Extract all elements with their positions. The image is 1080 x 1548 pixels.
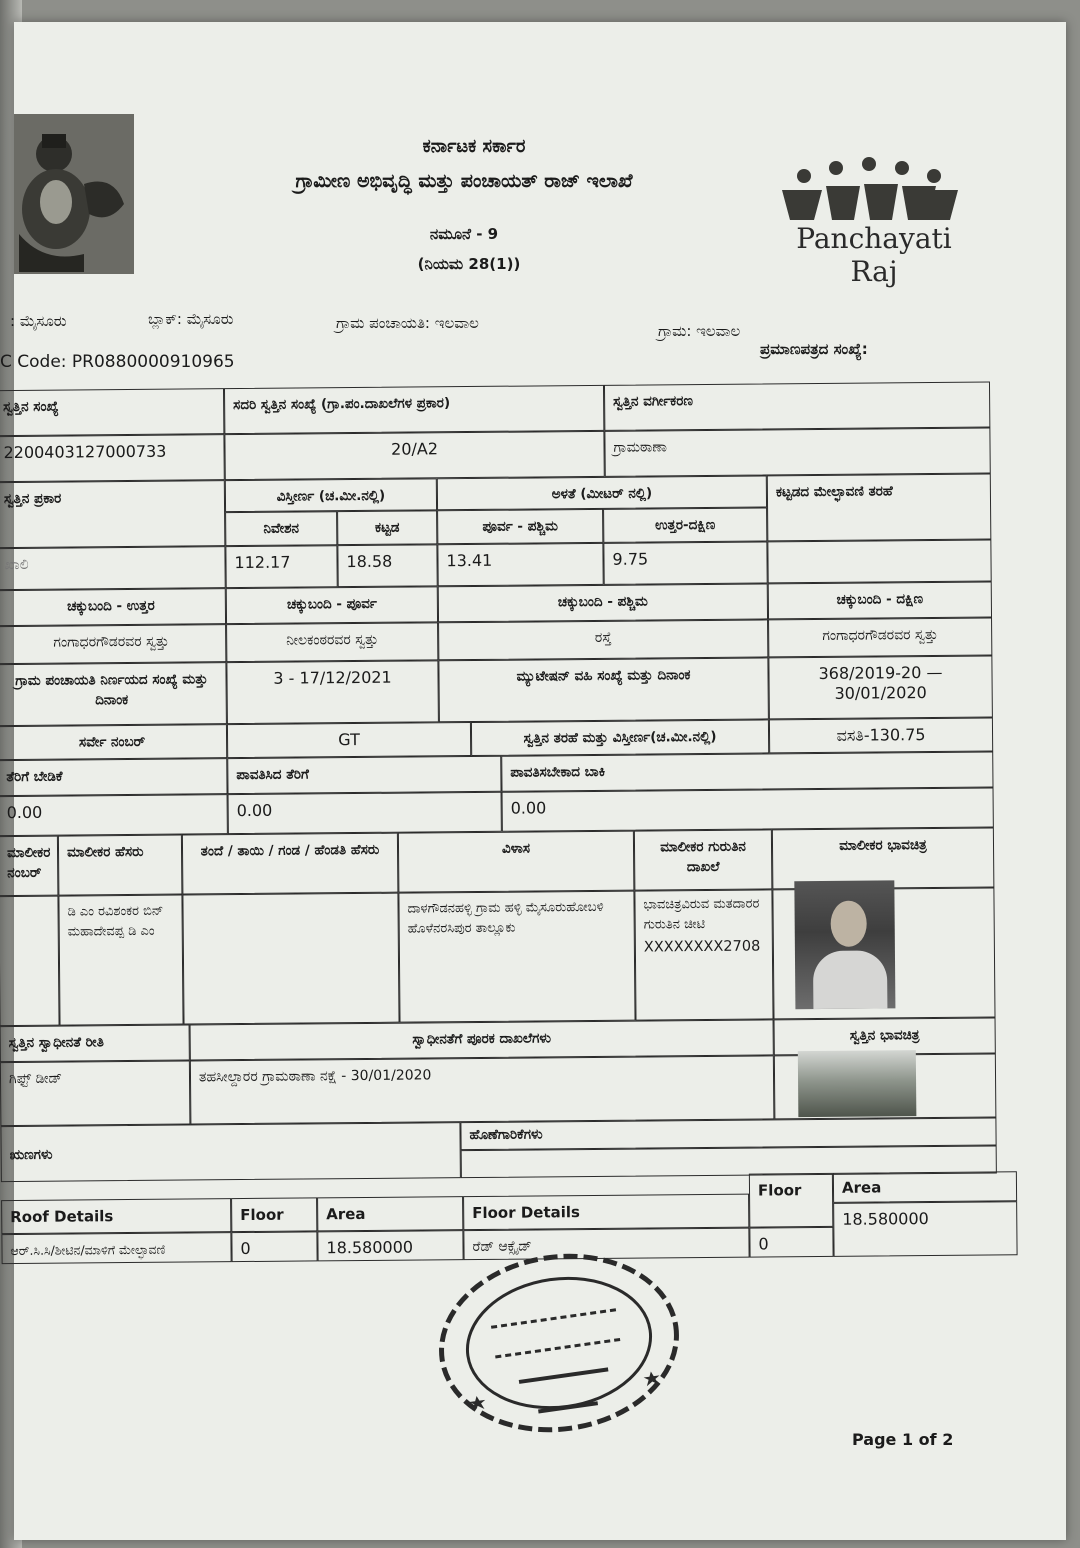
property-photo bbox=[798, 1050, 917, 1117]
gp-number-label: ಸದರಿ ಸ್ವತ್ತಿನ ಸಂಖ್ಯೆ (ಗ್ರಾ.ಪಂ.ದಾಖಲೆಗಳ ಪ್ರಕಾರ) bbox=[224, 385, 604, 434]
village: ಗ್ರಾಮ: ಇಲವಾಲ bbox=[658, 322, 741, 340]
property-type-label: ಸ್ವತ್ತಿನ ಪ್ರಕಾರ bbox=[0, 480, 225, 548]
dimension-label: ಅಳತೆ (ಮೀಟರ್ ನಲ್ಲಿ) bbox=[437, 475, 767, 510]
roof-type-value bbox=[767, 539, 991, 583]
relation-name-label: ತಂದೆ / ತಾಯಿ / ಗಂಡ / ಹೆಂಡತಿ ಹೆಸರು bbox=[182, 833, 399, 895]
tax-paid-label: ಪಾವತಿಸಿದ ತೆರಿಗೆ bbox=[227, 756, 501, 794]
karnataka-emblem-icon bbox=[14, 114, 134, 274]
property-id-value: 2200403127000733 bbox=[0, 434, 225, 482]
east-boundary-label: ಚಕ್ಕುಬಂದಿ - ಪೂರ್ವ bbox=[226, 586, 438, 624]
gp-number-value: 20/A2 bbox=[224, 431, 604, 480]
owner-shirt bbox=[813, 950, 888, 1009]
owner-photo bbox=[794, 880, 895, 1009]
tax-paid-value: 0.00 bbox=[228, 792, 502, 834]
property-form-table bbox=[3, 381, 1022, 1272]
floor-floor-value: 0 bbox=[749, 1227, 833, 1258]
gram-panchayat: ಗ್ರಾಮ ಪಂಚಾಯತಿ: ಇಲವಾಲ bbox=[336, 314, 479, 332]
resolution-value: 3 - 17/12/2021 bbox=[226, 660, 439, 724]
rule-number: (ನಿಯಮ 28(1)) bbox=[417, 255, 521, 273]
south-boundary-label: ಚಕ್ಕುಬಂದಿ - ದಕ್ಷಿಣ bbox=[768, 581, 992, 619]
owner-name-label: ಮಾಲೀಕರ ಹೆಸರು bbox=[58, 835, 183, 896]
liabilities-label: ಹೊಣೆಗಾರಿಕೆಗಳು bbox=[460, 1117, 996, 1150]
tax-due-value: 0.00 bbox=[502, 787, 994, 831]
east-boundary-value: ನೀಲಕಂಠರವರ ಸ್ವತ್ತು bbox=[226, 622, 438, 662]
mutation-label: ಮ್ಯುಟೇಷನ್ ವಹಿ ಸಂಖ್ಯೆ ಮತ್ತು ದಿನಾಂಕ bbox=[438, 657, 769, 722]
floor-area-value: 18.580000 bbox=[833, 1201, 1017, 1257]
nature-area-label: ಸ್ವತ್ತಿನ ತರಹೆ ಮತ್ತು ವಿಸ್ತೀರ್ಣ(ಚ.ಮೀ.ನಲ್ಲಿ) bbox=[471, 719, 769, 756]
roof-details-label: Roof Details bbox=[1, 1198, 231, 1234]
owner-id-label: ಮಾಲೀಕರ ಗುರುತಿನ ದಾಖಲೆ bbox=[634, 829, 773, 890]
page-number: Page 1 of 2 bbox=[852, 1430, 954, 1449]
district: : ಮೈಸೂರು bbox=[10, 312, 67, 330]
ownership-mode-label: ಸ್ವತ್ತಿನ ಸ್ವಾಧೀನತೆ ರೀತಿ bbox=[0, 1024, 190, 1062]
survey-label: ಸರ್ವೇ ನಂಬರ್ bbox=[0, 724, 227, 760]
south-boundary-value: ಗಂಗಾಧರಗೌಡರವರ ಸ್ವತ್ತು bbox=[768, 617, 992, 657]
owner-number-label: ಮಾಲೀಕರ ನಂಬರ್ bbox=[0, 836, 58, 897]
owner-photo-label: ಮಾಲೀಕರ ಭಾವಚಿತ್ರ bbox=[772, 827, 995, 889]
floor-details-label: Floor Details bbox=[463, 1194, 749, 1230]
address-label: ವಿಳಾಸ bbox=[398, 831, 635, 893]
roof-floor-label: Floor bbox=[231, 1197, 317, 1232]
tax-demand-value: 0.00 bbox=[0, 794, 228, 836]
certificate-sheet bbox=[0, 22, 1066, 1540]
owner-name-value: ಡಿ ಎಂ ರವಿಶಂಕರ ಬಿನ್ ಮಹಾದೇವಪ್ಪ ಡಿ ಎಂ bbox=[58, 895, 183, 1026]
govt-title: ಕರ್ನಾಟಕ ಸರ್ಕಾರ bbox=[422, 136, 526, 157]
site-area-value: 112.17 bbox=[225, 545, 337, 588]
panchayati-raj-text: Panchayati Raj bbox=[796, 222, 952, 288]
property-id-label: ಸ್ವತ್ತಿನ ಸಂಖ್ಯೆ bbox=[0, 388, 224, 436]
north-south-label: ಉತ್ತರ-ದಕ್ಷಿಣ bbox=[603, 507, 767, 542]
building-area-value: 18.58 bbox=[337, 544, 437, 587]
department-title: ಗ್ರಾಮೀಣ ಅಭಿವೃದ್ಧಿ ಮತ್ತು ಪಂಚಾಯತ್ ರಾಜ್ ಇಲಾಖೆ bbox=[295, 170, 633, 192]
floor-area-label: Area bbox=[833, 1171, 1017, 1203]
resolution-label: ಗ್ರಾಮ ಪಂಚಾಯತಿ ನಿರ್ಣಯದ ಸಂಖ್ಯೆ ಮತ್ತು ದಿನಾಂಕ bbox=[0, 662, 227, 726]
floor-floor-label: Floor bbox=[749, 1173, 833, 1228]
taluk: ಬ್ಲಾಕ್: ಮೈಸೂರು bbox=[148, 310, 234, 328]
area-label: ವಿಸ್ತೀರ್ಣ (ಚ.ಮೀ.ನಲ್ಲಿ) bbox=[225, 478, 437, 512]
tax-demand-label: ತೆರಿಗೆ ಬೇಡಿಕೆ bbox=[0, 758, 228, 796]
address-value: ದಾಳಗೌಡನಹಳ್ಳಿ ಗ್ರಾಮ ಹಳ್ಳಿ ಮೈಸೂರುಹೋಬಳಿ ಹೊಳೆನರಸಿಪುರ ತಾಲ್ಲೂಕು bbox=[398, 891, 635, 1023]
roof-area-label: Area bbox=[317, 1196, 463, 1231]
loans-label: ಋಣಗಳು bbox=[0, 1122, 460, 1182]
east-west-value: 13.41 bbox=[437, 543, 603, 586]
survey-value: GT bbox=[227, 722, 471, 758]
west-boundary-value: ರಸ್ತೆ bbox=[438, 619, 768, 660]
site-area-label: ನಿವೇಶನ bbox=[225, 511, 337, 546]
ownership-docs-value: ತಹಸೀಲ್ದಾರರ ಗ್ರಾಮಠಾಣಾ ನಕ್ಷೆ - 30/01/2020 bbox=[190, 1055, 775, 1124]
owner-id-value: ಭಾವಚಿತ್ರವಿರುವ ಮತದಾರರ ಗುರುತಿನ ಚೀಟಿ bbox=[643, 896, 760, 933]
owner-id-number: XXXXXXXX2708 bbox=[643, 938, 761, 956]
owner-id-cell bbox=[634, 889, 773, 1020]
tax-due-label: ಪಾವತಿಸಬೇಕಾದ ಬಾಕಿ bbox=[501, 751, 993, 791]
owner-number-value bbox=[0, 896, 60, 1027]
east-west-label: ಪೂರ್ವ - ಪಶ್ಚಿಮ bbox=[437, 509, 603, 544]
roof-type-detail: ಆರ್.ಸಿ.ಸಿ/ಶೀಟಿನ/ಮಾಳಿಗೆ ಮೇಲ್ಛಾವಣಿ bbox=[1, 1232, 231, 1264]
west-boundary-label: ಚಕ್ಕುಬಂದಿ - ಪಶ್ಚಿಮ bbox=[438, 583, 768, 622]
floor-type-detail: ರೆಡ್ ಆಕ್ಸೈಡ್ bbox=[463, 1228, 749, 1260]
classification-label: ಸ್ವತ್ತಿನ ವರ್ಗೀಕರಣ bbox=[604, 381, 990, 430]
owner-face bbox=[830, 901, 866, 947]
north-boundary-label: ಚಕ್ಕುಬಂದಿ - ಉತ್ತರ bbox=[0, 588, 226, 626]
ownership-docs-label: ಸ್ವಾಧೀನತೆಗೆ ಪೂರಕ ದಾಖಲೆಗಳು bbox=[190, 1019, 774, 1060]
roof-type-label: ಕಟ್ಟಡದ ಮೇಲ್ಛಾವಣಿ ತರಹೆ bbox=[767, 473, 992, 541]
north-boundary-value: ಗಂಗಾಧರಗೌಡರವರ ಸ್ವತ್ತು bbox=[0, 624, 226, 664]
nature-area-value: ವಸತಿ-130.75 bbox=[769, 717, 993, 753]
classification-value: ಗ್ರಾಮಠಾಣಾ bbox=[604, 427, 990, 476]
ownership-mode-value: ಗಿಫ್ಟ್ ಡೀಡ್ bbox=[0, 1060, 190, 1126]
roof-area-value: 18.580000 bbox=[317, 1230, 463, 1261]
relation-name-value bbox=[182, 893, 399, 1025]
form-number: ನಮೂನೆ - 9 bbox=[429, 225, 499, 243]
panchayat-seal-stamp bbox=[422, 1232, 696, 1455]
building-area-label: ಕಟ್ಟಡ bbox=[337, 510, 437, 545]
north-south-value: 9.75 bbox=[603, 541, 767, 584]
mutation-value: 368/2019-20 — 30/01/2020 bbox=[768, 655, 993, 719]
property-type-value: ಖಾಲಿ bbox=[0, 546, 226, 590]
property-photo-label: ಸ್ವತ್ತಿನ ಭಾವಚಿತ್ರ bbox=[774, 1017, 996, 1055]
certificate-number-label: ಪ್ರಮಾಣಪತ್ರದ ಸಂಖ್ಯೆ: bbox=[760, 340, 868, 358]
property-code: C Code: PR0880000910965 bbox=[0, 352, 235, 372]
roof-floor-value: 0 bbox=[231, 1231, 317, 1262]
